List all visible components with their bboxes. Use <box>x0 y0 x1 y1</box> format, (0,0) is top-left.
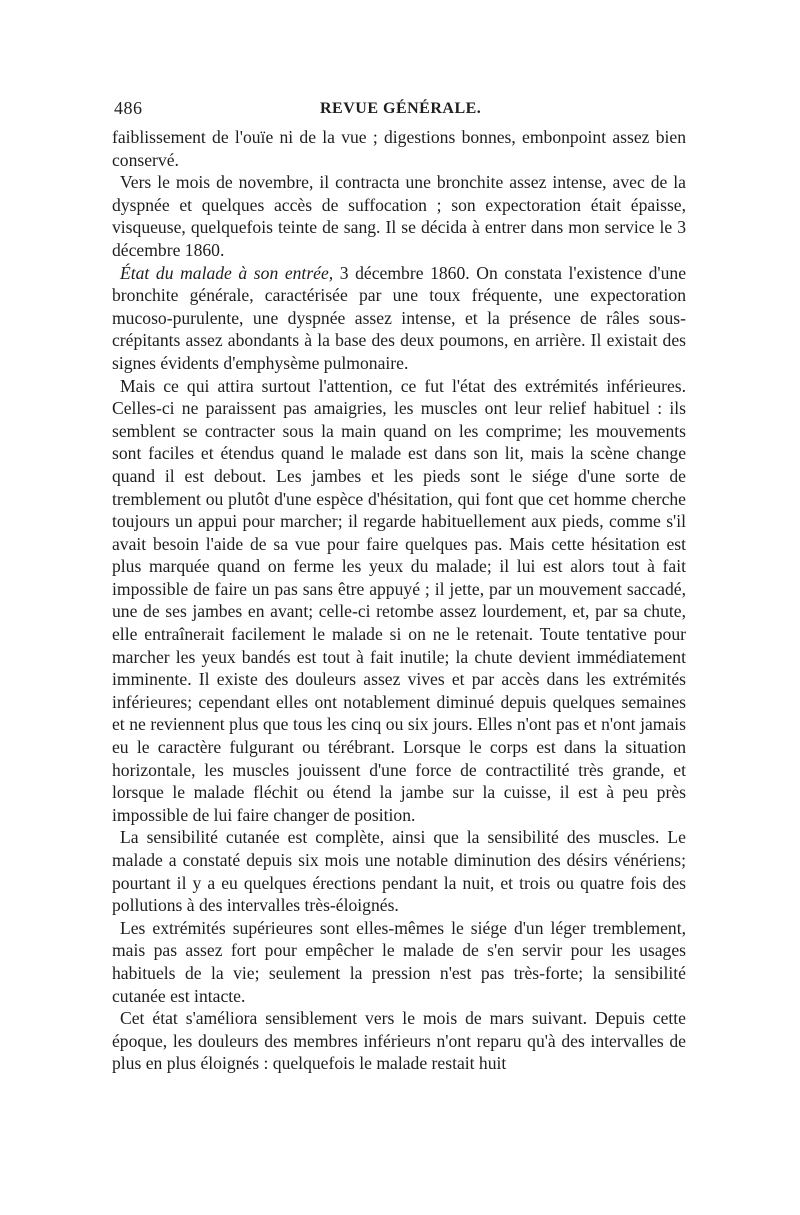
paragraph: Vers le mois de novembre, il contracta une bronchite assez intense, avec de la dyspnée et quelques accès de suffocation ; son expectoration était épaisse, visqueuse, quelquefois teinte de sang. Il se décida à entrer dans mon service le 3 décembre 1860. <box>112 172 686 260</box>
book-page <box>112 98 686 1075</box>
running-head <box>112 98 686 126</box>
paragraph-text: 3 décembre 1860. On constata l'existence d'une bronchite générale, caractérisée par une toux fréquente, une expectoration mucoso-purulente, une dyspnée assez intense, et la présence de râles sous-crépitants assez abondants à la base des deux poumons, en arrière. Il existait des signes évidents d'emphysème pulmonaire. <box>112 262 686 373</box>
paragraph: Cet état s'améliora sensiblement vers le mois de mars suivant. Depuis cette époque, les douleurs des membres inférieurs n'ont reparu qu'à des intervalles de plus en plus éloignés : quelquefois le malade restait huit <box>112 1008 686 1074</box>
paragraph: faiblissement de l'ouïe ni de la vue ; digestions bonnes, embonpoint assez bien conservé. <box>112 127 686 170</box>
paragraph: Mais ce qui attira surtout l'attention, ce fut l'état des extrémités inférieures. Celles-ci ne paraissent pas amaigries, les muscles ont leur relief habituel : ils semblent se contracter sous la main quand on les comprime; les mouvements sont faciles et étendus quand le malade est dans son lit, mais la scène change quand il est debout. Les jambes et les pieds sont le siége d'une sorte de tremblement ou plutôt d'une espèce d'hésitation, qui font que cet homme cherche toujours un appui pour marcher; il regarde habituellement aux pieds, comme s'il avait besoin l'aide de sa vue pour faire quelques pas. Mais cette hésitation est plus marquée quand on ferme les yeux du malade; il lui est alors tout à fait impossible de faire un pas sans être appuyé ; il jette, par un mouvement saccadé, une de ses jambes en avant; celle-ci retombe assez lourdement, et, par sa chute, elle entraînerait facilement le malade si on ne le retenait. Toute tentative pour marcher les yeux bandés est tout à fait inutile; la chute devient immédiatement imminente. Il existe des douleurs assez vives et par accès dans les extrémités inférieures; cependant elles ont notablement diminué depuis quelques semaines et ne reviennent plus que tous les cinq ou six jours. Elles n'ont pas et n'ont jamais eu le caractère fulgurant ou térébrant. Lorsque le corps est dans la situation horizontale, les muscles jouissent d'une force de contractilité très grande, et lorsque le malade fléchit ou étend la jambe sur la cuisse, il est à peu près impossible de lui faire changer de position. <box>112 375 686 825</box>
page-number: 486 <box>114 98 143 118</box>
paragraph: Les extrémités supérieures sont elles-mêmes le siége d'un léger tremblement, mais pas assez fort pour empêcher le malade de s'en servir pour les usages habituels de la vie; seulement la pression n'est pas très-forte; la sensibilité cutanée est intacte. <box>112 917 686 1006</box>
body-text <box>112 126 686 1075</box>
italic-lead: État du malade à son entrée, <box>120 262 334 283</box>
paragraph <box>112 262 686 375</box>
paragraph: La sensibilité cutanée est complète, ainsi que la sensibilité des muscles. Le malade a constaté depuis six mois une notable diminution des désirs vénériens; pourtant il y a eu quelques érections pendant la nuit, et trois ou quatre fois des pollutions à des intervalles très-éloignés. <box>112 827 686 916</box>
journal-title: REVUE GÉNÉRALE. <box>320 100 482 117</box>
